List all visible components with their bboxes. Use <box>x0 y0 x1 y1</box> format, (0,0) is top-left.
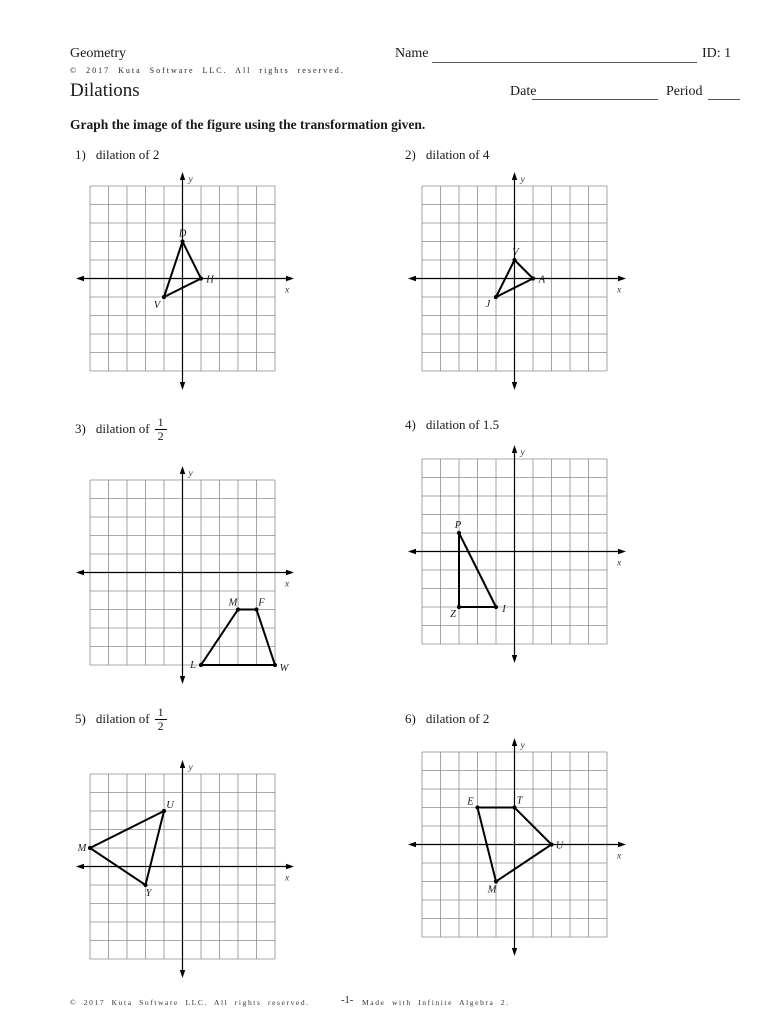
vertex-point <box>531 276 535 280</box>
worksheet-id: ID: 1 <box>702 46 732 61</box>
problem-number: 5) <box>75 711 86 727</box>
vertex-label: P <box>454 520 462 531</box>
vertex-point <box>549 842 553 846</box>
name-label: Name <box>395 46 429 61</box>
problem-transform-text: dilation of 2 <box>95 147 160 162</box>
vertex-point <box>475 805 479 809</box>
y-axis-label: y <box>188 175 193 185</box>
fraction-numerator: 1 <box>157 415 164 429</box>
vertex-point <box>494 879 498 883</box>
fraction-numerator: 1 <box>157 705 164 719</box>
fraction-denominator: 2 <box>155 429 167 443</box>
problem-number: 1) <box>75 147 86 162</box>
axes <box>81 471 289 679</box>
problem-3-label <box>75 416 167 442</box>
problem-number: 3) <box>75 421 86 437</box>
problem-6-label <box>405 711 489 727</box>
vertex-label: M <box>228 597 238 609</box>
vertex-label: A <box>538 274 546 286</box>
x-axis-label: x <box>617 558 622 569</box>
vertex-point <box>273 663 277 667</box>
vertex-label: W <box>279 663 289 674</box>
header-copyright: © 2017 Kuta Software LLC. All rights reserved. <box>70 66 345 75</box>
period-blank-line <box>708 98 740 100</box>
vertex-label: H <box>206 274 214 286</box>
coordinate-grid <box>74 464 296 686</box>
y-axis-label: y <box>188 469 193 479</box>
x-axis-label: x <box>617 851 622 862</box>
axes <box>81 765 289 973</box>
problem-6-graph <box>406 736 628 958</box>
coordinate-grid <box>74 170 296 392</box>
fraction <box>155 706 167 732</box>
problem-5-label <box>75 706 167 732</box>
coordinate-grid <box>74 758 296 980</box>
vertex-label: V <box>512 247 519 258</box>
coordinate-grid <box>406 170 628 392</box>
vertex-label: D <box>178 228 187 240</box>
page-number: -1- <box>341 995 354 1006</box>
vertex-label: V <box>153 300 161 311</box>
y-axis-label: y <box>520 741 525 751</box>
y-axis-label: y <box>520 175 525 185</box>
vertex-point <box>162 295 166 299</box>
vertex-label: E <box>467 796 474 808</box>
footer-made-with: Made with Infinite Algebra 2. <box>362 998 510 1007</box>
problem-2-label <box>405 147 489 163</box>
problem-number: 2) <box>405 147 416 162</box>
problem-transform-text: dilation of 4 <box>425 147 490 162</box>
vertex-point <box>457 531 461 535</box>
page-title: Dilations <box>70 80 140 101</box>
name-blank-line <box>432 61 697 63</box>
coordinate-grid <box>406 443 628 665</box>
vertex-label: I <box>502 604 506 615</box>
y-axis-label: y <box>188 763 193 773</box>
axes <box>81 177 289 385</box>
vertex-label: L <box>190 660 196 671</box>
problem-2-graph <box>406 170 628 392</box>
problem-transform-text: dilation of 1.5 <box>425 417 500 432</box>
fraction <box>155 416 167 442</box>
vertex-point <box>199 663 203 667</box>
date-label: Date <box>510 84 537 99</box>
problem-5-graph <box>74 758 296 980</box>
axes <box>413 177 621 385</box>
vertex-label: Z <box>450 609 456 620</box>
y-axis-label: y <box>520 448 525 458</box>
vertex-label: J <box>485 299 491 310</box>
problem-number: 4) <box>405 417 416 432</box>
footer-copyright: © 2017 Kuta Software LLC. All rights reserved. <box>70 998 310 1007</box>
x-axis-label: x <box>285 873 290 884</box>
vertex-label: Y <box>145 888 152 899</box>
vertex-label: M <box>77 843 87 854</box>
problem-transform-text: dilation of <box>95 711 150 727</box>
vertex-point <box>199 276 203 280</box>
x-axis-label: x <box>617 285 622 296</box>
vertex-label: T <box>516 795 523 807</box>
worksheet-instruction: Graph the image of the figure using the transformation given. <box>70 117 426 132</box>
vertex-point <box>457 605 461 609</box>
problem-1-label <box>75 147 159 163</box>
vertex-point <box>512 258 516 262</box>
axes <box>413 450 621 658</box>
vertex-label: U <box>166 800 174 811</box>
vertex-label: M <box>487 884 497 896</box>
coordinate-grid <box>406 736 628 958</box>
problem-transform-text: dilation of 2 <box>425 711 490 726</box>
course-label: Geometry <box>70 46 126 61</box>
problem-transform-text: dilation of <box>95 421 150 437</box>
problem-4-graph <box>406 443 628 665</box>
problem-number: 6) <box>405 711 416 726</box>
problem-4-label <box>405 417 499 433</box>
problem-3-graph <box>74 464 296 686</box>
fraction-denominator: 2 <box>155 719 167 733</box>
x-axis-label: x <box>285 285 290 296</box>
vertex-point <box>143 883 147 887</box>
vertex-label: U <box>555 840 564 852</box>
problem-1-graph <box>74 170 296 392</box>
vertex-point <box>180 239 184 243</box>
period-label: Period <box>666 84 703 99</box>
x-axis-label: x <box>285 579 290 590</box>
axes <box>413 743 621 951</box>
date-blank-line <box>532 98 658 100</box>
vertex-point <box>494 295 498 299</box>
vertex-point <box>494 605 498 609</box>
vertex-point <box>88 846 92 850</box>
vertex-label: F <box>258 597 265 609</box>
